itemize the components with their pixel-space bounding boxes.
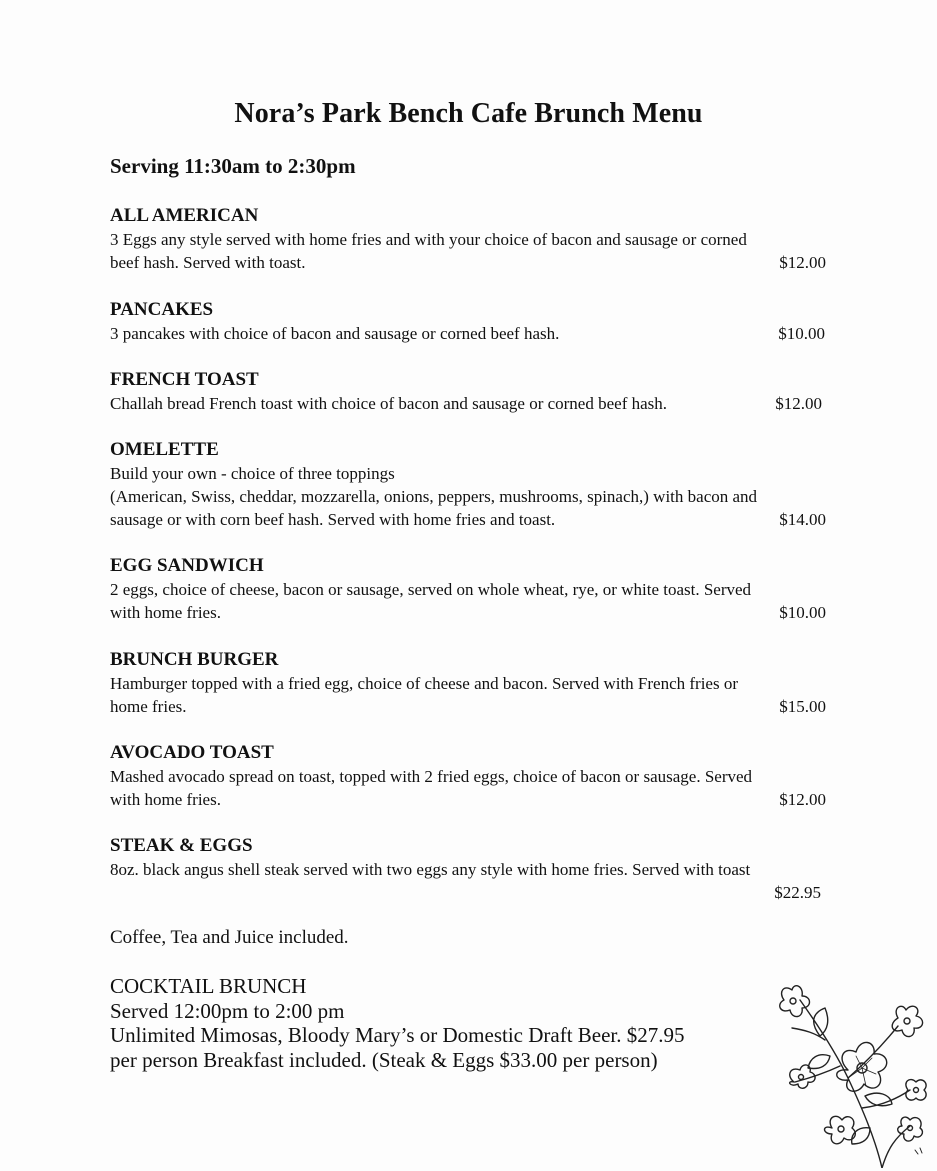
item-name: OMELETTE [110, 439, 219, 460]
item-name: BRUNCH BURGER [110, 649, 279, 670]
item-description-text: home fries. [110, 697, 187, 716]
page-title: Nora’s Park Bench Cafe Brunch Menu [234, 98, 703, 129]
item-description-text: Challah bread French toast with choice of bacon and sausage or corned beef hash. [110, 394, 668, 413]
item-description-text: 3 pancakes with choice of bacon and sausage or corned beef hash. [110, 324, 560, 343]
item-name: PANCAKES [110, 299, 214, 320]
cocktail-heading: COCKTAIL BRUNCH [110, 974, 307, 998]
item-description-text: with home fries. [110, 790, 221, 809]
item-name: STEAK & EGGS [110, 835, 253, 856]
menu-item-omelette [110, 438, 826, 531]
item-description: Hamburger topped with a fried egg, choice of cheese and bacon. Served with French fries or [110, 674, 738, 693]
item-description-last [110, 695, 826, 718]
menu-item-avocado-toast [110, 741, 826, 811]
item-description: 2 eggs, choice of cheese, bacon or sausage, served on whole wheat, rye, or white toast. Served [110, 580, 752, 599]
item-price: $12.00 [779, 790, 826, 809]
menu-item-pancakes [110, 298, 826, 345]
cocktail-hours: Served 12:00pm to 2:00 pm [110, 998, 345, 1023]
item-price: $10.00 [778, 324, 825, 343]
menu-item-steak-and-eggs [110, 834, 826, 904]
item-price: $15.00 [779, 697, 826, 716]
item-price: $22.95 [774, 883, 821, 902]
serving-hours: Serving 11:30am to 2:30pm [110, 154, 356, 178]
item-description-text: with home fries. [110, 603, 221, 622]
cocktail-offer: Unlimited Mimosas, Bloody Mary’s or Domestic Draft Beer. $27.95 [110, 1023, 685, 1047]
item-description-text: beef hash. Served with toast. [110, 253, 306, 272]
item-price: $10.00 [779, 603, 826, 622]
item-description-last [110, 788, 826, 811]
item-name: ALL AMERICAN [110, 205, 259, 226]
cocktail-offer-details: per person Breakfast included. (Steak & Eggs $33.00 per person) [110, 1047, 658, 1072]
flower-sketch-icon [770, 978, 930, 1168]
item-description-text: sausage or with corn beef hash. Served with home fries and toast. [110, 510, 556, 529]
menu-item-egg-sandwich [110, 554, 826, 624]
menu-item-french-toast [110, 368, 826, 415]
cocktail-brunch-section [110, 974, 685, 1072]
item-description: (American, Swiss, cheddar, mozzarella, onions, peppers, mushrooms, spinach,) with bacon and [110, 487, 758, 506]
item-description: Build your own - choice of three toppings [110, 464, 395, 483]
item-description-last [110, 392, 826, 415]
item-description-last [110, 508, 826, 531]
item-description-last [110, 251, 826, 274]
menu-item-brunch-burger [110, 648, 826, 718]
item-description: 3 Eggs any style served with home fries and with your choice of bacon and sausage or corned [110, 230, 747, 249]
item-price: $12.00 [775, 394, 822, 413]
item-name: FRENCH TOAST [110, 369, 259, 390]
item-description: Mashed avocado spread on toast, topped with 2 fried eggs, choice of bacon or sausage. Served [110, 767, 753, 786]
item-price: $14.00 [779, 510, 826, 529]
beverages-note: Coffee, Tea and Juice included. [110, 927, 349, 948]
item-description-last [110, 322, 826, 345]
item-price-line [110, 881, 826, 904]
item-name: AVOCADO TOAST [110, 742, 274, 763]
menu-item-all-american [110, 204, 826, 274]
item-description: 8oz. black angus shell steak served with two eggs any style with home fries. Served with toast [110, 860, 751, 879]
item-name: EGG SANDWICH [110, 555, 264, 576]
item-price: $12.00 [779, 253, 826, 272]
item-description-last [110, 601, 826, 624]
